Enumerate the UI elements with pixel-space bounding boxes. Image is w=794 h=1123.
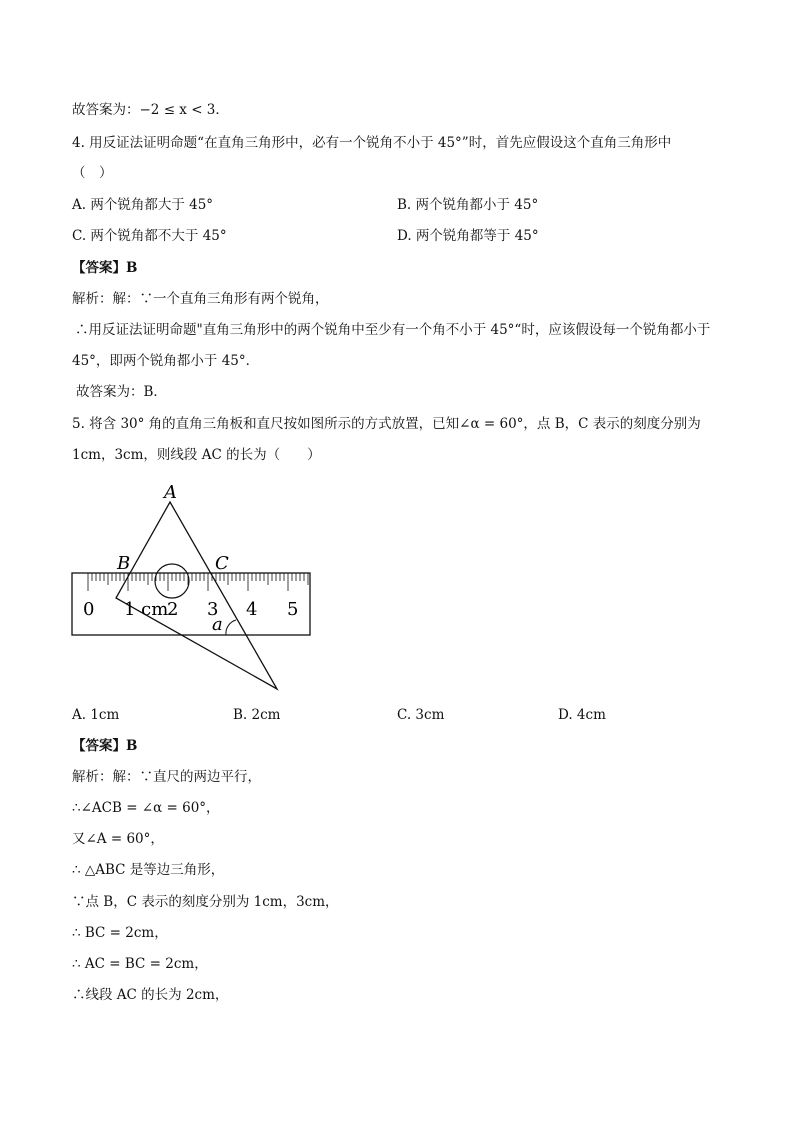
ruler-number-4: 4 [246, 599, 258, 620]
label-a: A [164, 482, 177, 503]
label-c: C [215, 553, 229, 574]
question-5-analysis-8: ∴线段 AC 的长为 2cm， [72, 987, 229, 1003]
question-4-option-a: A. 两个锐角都大于 45° [72, 197, 214, 213]
question-4-answer: 【答案】B [72, 260, 138, 276]
question-5-analysis-3: 又∠A = 60°， [72, 831, 164, 847]
question-4-analysis-2: ∴用反证法证明命题"直角三角形中的两个锐角中至少有一个角不小于 45°“时，应该假设每一个锐角都小于 [75, 322, 711, 338]
question-5-analysis-5: ∵点 B，C 表示的刻度分别为 1cm，3cm， [72, 894, 339, 910]
question-4-analysis-4: 故答案为：B． [76, 384, 167, 400]
question-5-option-d: D. 4cm [558, 707, 606, 723]
question-5-option-b: B. 2cm [233, 707, 281, 723]
question-4-analysis-3: 45°，即两个锐角都小于 45°． [72, 353, 260, 369]
ruler-number-0: 0 [83, 599, 95, 620]
question-5-analysis-2: ∴∠ACB = ∠α = 60°， [72, 800, 220, 816]
question-5-analysis-4: ∴ △ABC 是等边三角形， [72, 862, 225, 878]
question-4-paren: （ ） [72, 165, 113, 181]
question-4-option-c: C. 两个锐角都不大于 45° [72, 228, 227, 244]
question-5-option-c: C. 3cm [397, 707, 445, 723]
previous-answer-line: 故答案为：−2 ≤ x < 3． [72, 102, 229, 118]
question-5-answer: 【答案】B [72, 738, 138, 754]
question-5-option-a: A. 1cm [72, 707, 120, 723]
question-5-analysis-6: ∴ BC = 2cm， [72, 925, 168, 941]
question-4-option-b: B. 两个锐角都小于 45° [397, 197, 539, 213]
question-4-analysis-1: 解析：解：∵一个直角三角形有两个锐角， [72, 291, 329, 307]
question-5-stem: 5. 将含 30° 角的直角三角板和直尺按如图所示的方式放置，已知∠α = 60°，点 B，C 表示的刻度分别为 [72, 416, 701, 432]
question-4-stem: 4. 用反证法证明命题“在直角三角形中，必有一个锐角不小于 45°”时，首先应假设这个直角三角形中 [72, 135, 672, 151]
angle-alpha-arc [226, 620, 236, 635]
label-alpha: a [212, 614, 223, 635]
ruler-number-3: 3 [207, 599, 219, 620]
question-4-option-d: D. 两个锐角都等于 45° [397, 228, 539, 244]
question-5-analysis-7: ∴ AC = BC = 2cm， [72, 956, 208, 972]
question-5-stem-2: 1cm，3cm，则线段 AC 的长为（ ） [72, 447, 321, 463]
ruler-triangle-figure [60, 478, 330, 698]
label-b: B [117, 553, 131, 574]
ruler-number-5: 5 [287, 599, 299, 620]
ruler-number-2: 2 [167, 599, 179, 620]
question-5-analysis-1: 解析：解：∵直尺的两边平行， [72, 769, 261, 785]
triangle-set-square [116, 502, 277, 689]
ruler-number-1cm: 1 cm [124, 599, 169, 620]
